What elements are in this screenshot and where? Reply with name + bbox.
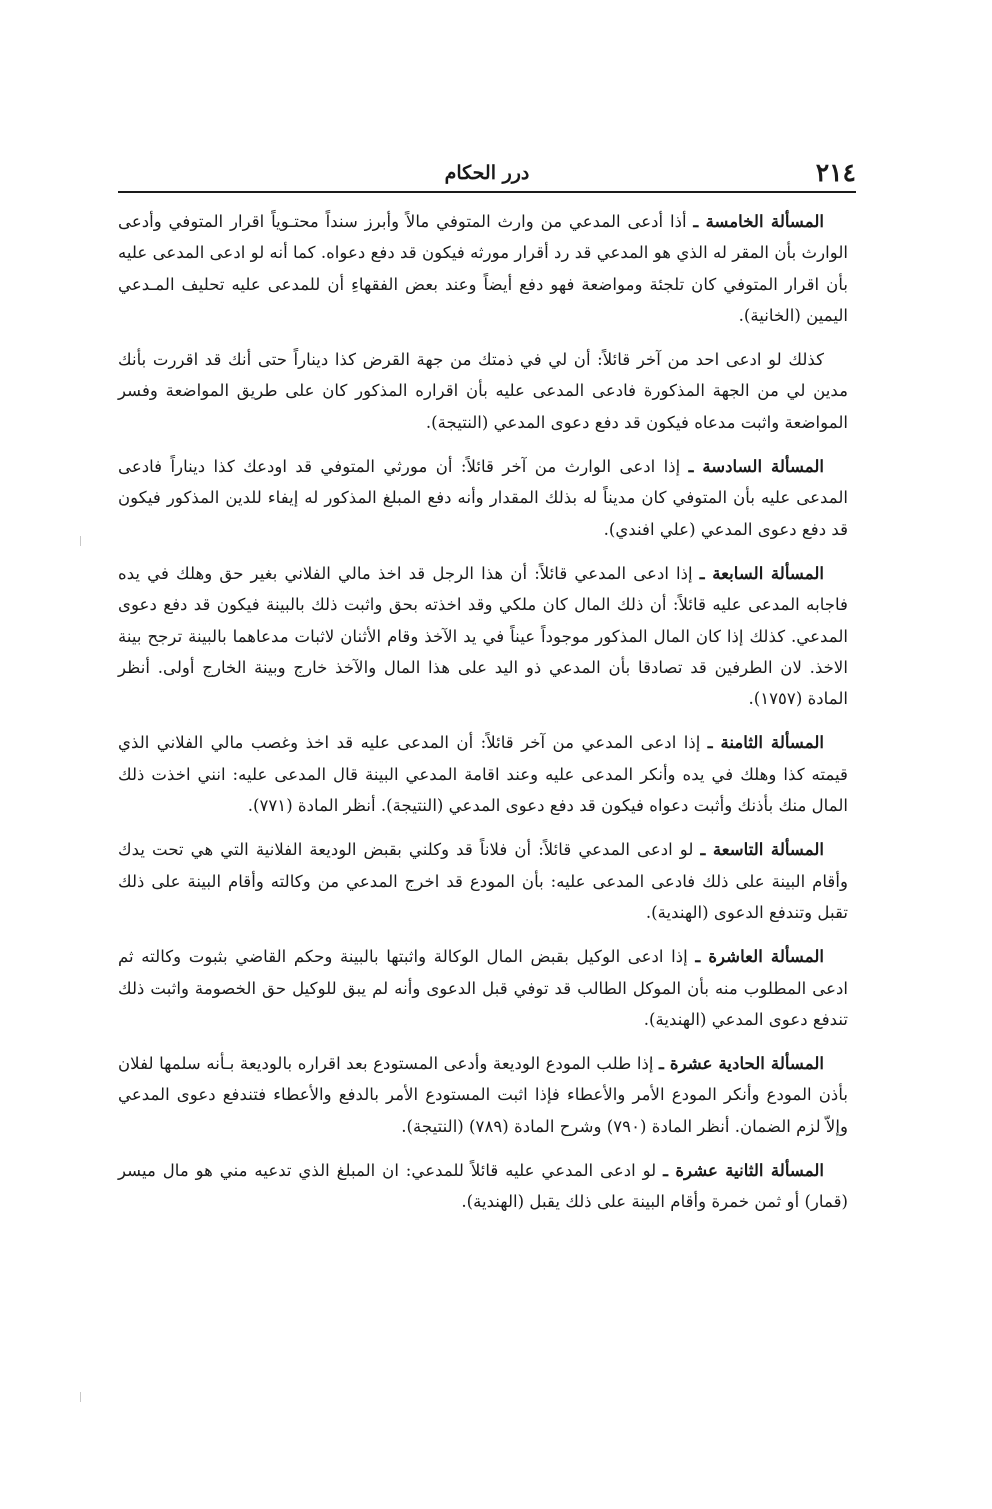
margin-mark (80, 536, 81, 546)
paragraph-issue-12 (118, 1155, 848, 1218)
paragraph-issue-7 (118, 558, 848, 714)
paragraph-heading: المسألة السابعة ـ (699, 562, 824, 583)
paragraph-text: إذا ادعى الوكيل بقبض المال الوكالة واثبتها بالبينة وحكم القاضي بثبوت وكالته ثم ادعى المطلوب منه بأن الموكل الطالب قد توفي قبل الدعوى وأنه لم يبق للوكيل حق الخصومة واثبت ذلك تندفع دعوى المدعي (الهندية). (118, 947, 848, 1029)
paragraph-text: إذا ادعى المدعي قائلاً: أن هذا الرجل قد اخذ مالي الفلاني بغير حق وهلك في يده فاجابه المدعى عليه قائلاً: أن ذلك المال كان ملكي وقد اخذته بحق واثبت ذلك بالبينة فيكون قد دفع دعوى المدعي. كذلك إذا كان المال المذكور موجوداً عيناً في يد الآخذ وقام الأثنان لاثبات مدعاهما بالبينة ترجح بينة الاخذ. لان الطرفين قد تصادقا بأن المدعي ذو اليد على هذا المال والآخذ خارج وبينة الخارج أولى. أنظر المادة (١٧٥٧). (118, 563, 848, 709)
margin-mark (80, 1392, 81, 1402)
book-title: درر الحكام (444, 162, 530, 184)
paragraph-heading: المسألة العاشرة ـ (695, 946, 824, 967)
paragraph-issue-8 (118, 727, 848, 821)
paragraph-text: لو ادعى المدعي عليه قائلاً للمدعي: ان المبلغ الذي تدعيه مني هو مال ميسر (قمار) أو ثمن خمرة وأقام البينة على ذلك يقبل (الهندية). (118, 1161, 848, 1212)
page-number: ٢١٤ (815, 158, 856, 187)
paragraph-text: لو ادعى المدعي قائلاً: أن فلاناً قد وكلني بقبض الوديعة الفلانية التي هي تحت يدك وأقام البينة على ذلك فادعى المدعى عليه: بأن المودع قد اخرج المدعي من وكالته وأقام البينة على ذلك تقبل وتندفع الدعوى (الهندية). (118, 840, 848, 922)
body-text (118, 206, 848, 1231)
running-head (118, 158, 856, 188)
header-rule (118, 191, 856, 193)
paragraph-issue-6 (118, 451, 848, 545)
paragraph-heading: المسألة التاسعة ـ (700, 839, 824, 860)
paragraph-text: أذا أدعى المدعي من وارث المتوفي مالاً وأبرز سنداً محتـوياً اقرار المتوفي وأدعى الوارث بأن المقر له الذي هو المدعي قد رد أقرار مورثه فيكون قد دفع دعواه. كما أنه لو ادعى المدعى عليه بأن اقرار المتوفي كان تلجئة ومواضعة فهو دفع أيضاً وعند بعض الفقهاءِ أن للمدعى عليه تحليف المـدعي اليمين (الخانية). (118, 212, 848, 325)
paragraph-heading: المسألة الثامنة ـ (707, 732, 824, 753)
paragraph-heading: المسألة الثانية عشرة ـ (663, 1160, 824, 1181)
paragraph-issue-11 (118, 1048, 848, 1142)
paragraph-text: إذا ادعى المدعي من آخر قائلاً: أن المدعى عليه قد اخذ وغصب مالي الفلاني الذي قيمته كذا وهلك في يده وأنكر المدعى عليه وعند اقامة المدعي البينة قال المدعى عليه: انني اخذت ذلك المال منك بأذنك وأثبت دعواه فيكون قد دفع دعوى المدعي (النتيجة). أنظر المادة (٧٧١). (118, 733, 848, 816)
paragraph-issue-5 (118, 206, 848, 331)
paragraph-issue-9 (118, 834, 848, 928)
paragraph-text: إذا ادعى الوارث من آخر قائلاً: أن مورثي المتوفي قد اودعك كذا ديناراً فادعى المدعى عليه بأن المتوفي كان مديناً له بذلك المقدار وأنه دفع المبلغ المذكور له إيفاء للدين المذكور فيكون قد دفع دعوى المدعي (علي افندي). (118, 457, 848, 539)
paragraph-heading: المسألة الحادية عشرة ـ (659, 1053, 824, 1074)
paragraph-similarly (118, 344, 848, 438)
paragraph-heading: المسألة الخامسة ـ (693, 211, 824, 231)
paragraph-heading: المسألة السادسة ـ (688, 456, 825, 477)
paragraph-text: كذلك لو ادعى احد من آخر قائلاً: أن لي في ذمتك من جهة القرض كذا ديناراً حتى أنك قد اقررت بأنك مدين لي من الجهة المذكورة فادعى المدعى عليه بأن اقراره المذكور كان على طريق المواضعة وفسر المواضعة واثبت مدعاه فيكون قد دفع دعوى المدعي (النتيجة). (118, 350, 848, 432)
paragraph-text: إذا طلب المودع الوديعة وأدعى المستودع بعد اقراره بالوديعة بـأنه سلمها لفلان بأذن المودع وأنكر المودع الأمر والأعطاء فإذا اثبت المستودع الأمر بالدفع والأعطاء فتندفع دعوى المدعي وإلاّ لزم الضمان. أنظر المادة (٧٩٠) وشرح المادة (٧٨٩) (النتيجة). (118, 1054, 848, 1136)
paragraph-issue-10 (118, 941, 848, 1035)
